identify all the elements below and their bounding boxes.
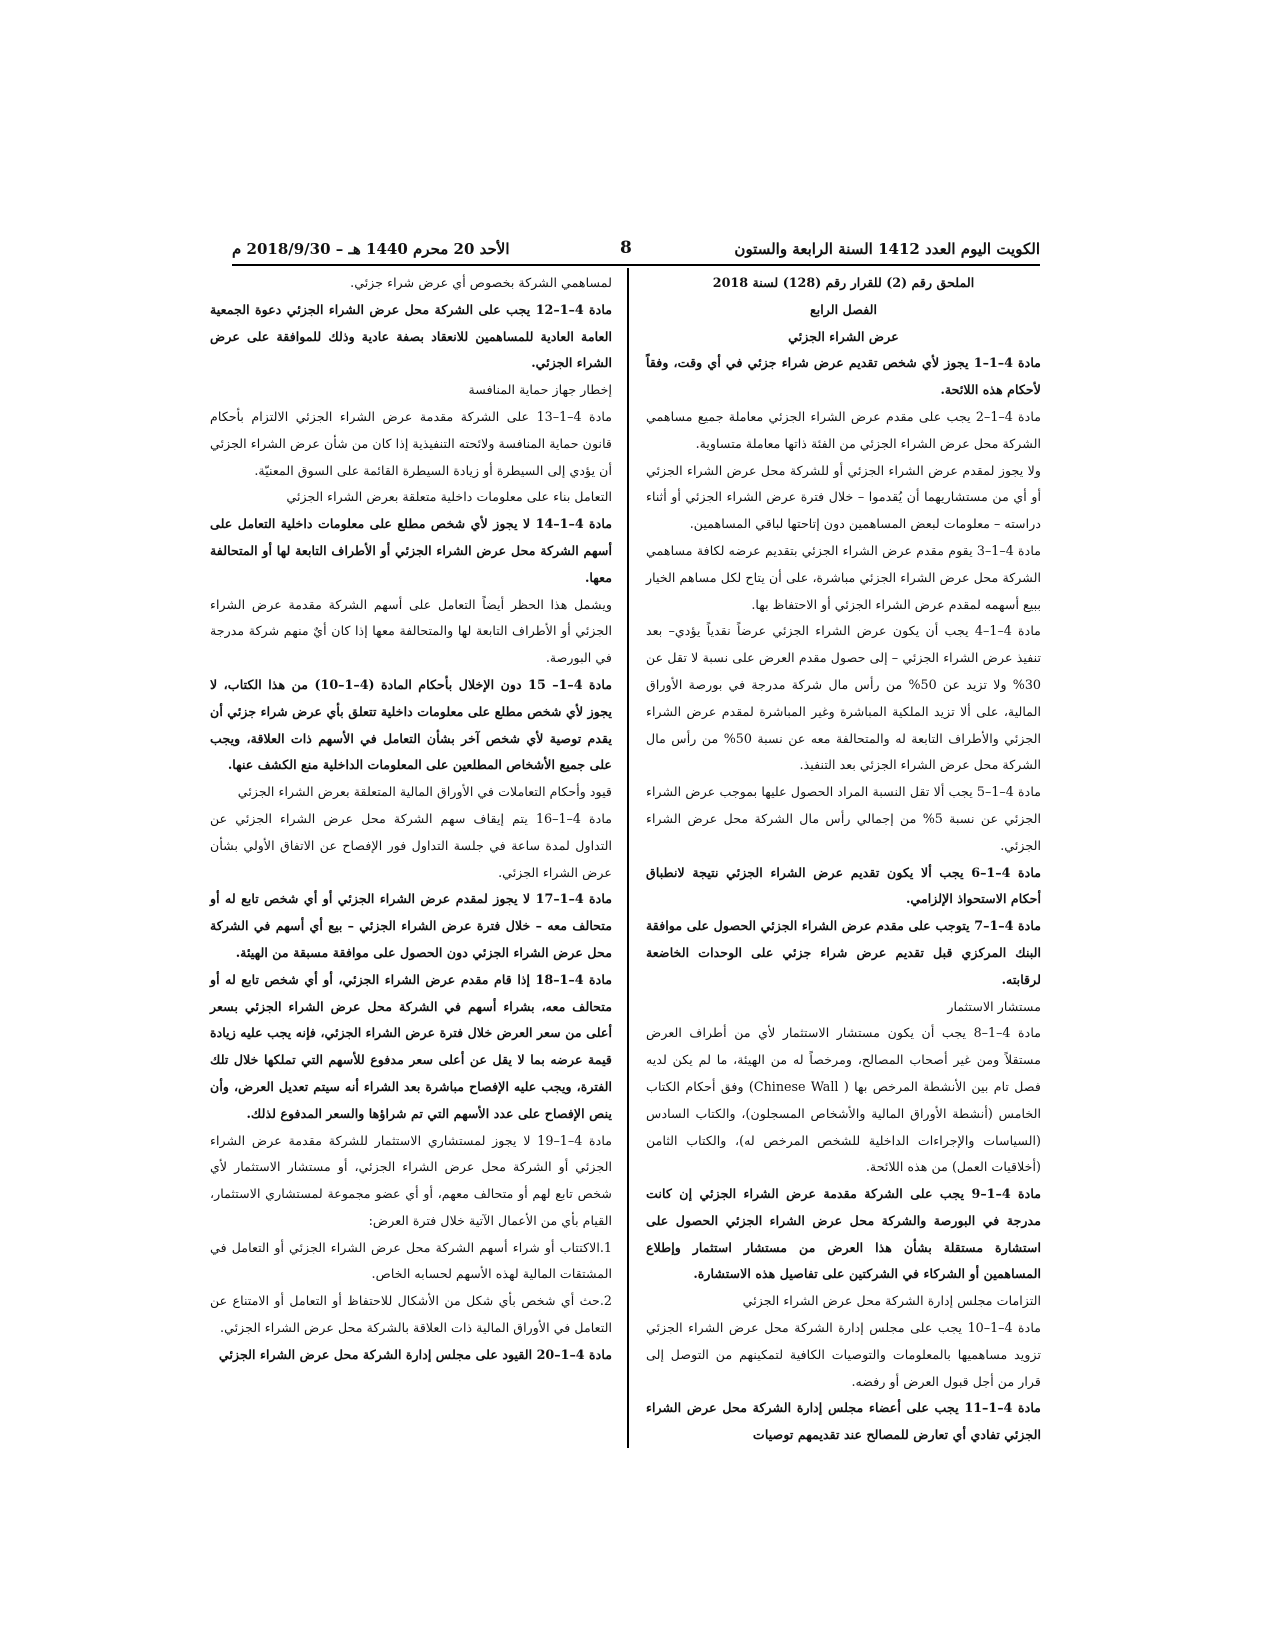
left-paragraph-12: مادة 4–1–19 لا يجوز لمستشاري الاستثمار للشركة مقدمة عرض الشراء الجزئي أو الشركة محل عرض الشراء الجزئي، أو مستشار الاستثمار لأي شخص تابع لهم أو متحالف معهم، أو أي عضو مجموعة لمستشاري الاستثمار، القيام بأي من الأعمال الآتية خلال فترة العرض:	[210, 1132, 612, 1228]
page-number: 8	[620, 238, 632, 258]
right-paragraph-6: مادة 4–1–3 يقوم مقدم عرض الشراء الجزئي بتقديم عرضه لكافة مساهمي الشركة محل عرض الشراء الجزئي مباشرة، على أن يتاح لكل مساهم الخيار ببيع أسهمه لمقدم عرض الشراء الجزئي أو الاحتفاظ بها.	[646, 542, 1041, 612]
page-header	[232, 236, 1040, 264]
left-paragraph-1: مادة 4–1–12 يجب على الشركة محل عرض الشراء الجزئي دعوة الجمعية العامة العادية للمساهمين للانعقاد بصفة عادية وذلك للموافقة على عرض الشراء الجزئي.	[210, 301, 612, 371]
right-paragraph-7: مادة 4–1–4 يجب أن يكون عرض الشراء الجزئي عرضاً نقدياً يؤدي– بعد تنفيذ عرض الشراء الجزئي – إلى حصول مقدم العرض على نسبة لا تقل عن 30% ولا تزيد عن 50% من رأس مال شركة مدرجة في بورصة الأوراق المالية، على ألا تزيد الملكية المباشرة وغير المباشرة لمقدم عرض الشراء الجزئي والأطراف التابعة له والمتحالفة معه عن نسبة 50% من رأس مال الشركة محل عرض الشراء الجزئي بعد التنفيذ.	[646, 623, 1041, 773]
left-paragraph-5: مادة 4–1–14 لا يجوز لأي شخص مطلع على معلومات داخلية التعامل على أسهم الشركة محل عرض الشراء الجزئي أو الأطراف التابعة لها أو المتحالفة معها.	[210, 516, 612, 585]
right-paragraph-1: الفصل الرابع	[809, 301, 878, 317]
right-paragraph-3: مادة 4–1–1 يجوز لأي شخص تقديم عرض شراء جزئي في أي وقت، وفقاً لأحكام هذه اللائحة.	[646, 355, 1041, 398]
right-paragraph-10: مادة 4–1–7 يتوجب على مقدم عرض الشراء الجزئي الحصول على موافقة البنك المركزي قبل تقديم عرض شراء جزئي على الوحدات الخاضعة لرقابته.	[646, 918, 1041, 987]
right-paragraph-11: مستشار الاستثمار	[947, 998, 1041, 1014]
right-paragraph-9: مادة 4–1–6 يجب ألا يكون تقديم عرض الشراء الجزئي نتيجة لانطباق أحكام الاستحواذ الإلزامي.	[646, 864, 1041, 907]
left-paragraph-10: مادة 4–1–17 لا يجوز لمقدم عرض الشراء الجزئي أو أي شخص تابع له أو متحالف معه – خلال فترة عرض الشراء الجزئي – بيع أي أسهم في الشركة محل عرض الشراء الجزئي دون الحصول على موافقة مسبقة من الهيئة.	[210, 891, 612, 960]
left-paragraph-14: 2.حث أي شخص بأي شكل من الأشكال للاحتفاظ أو التعامل أو الامتناع عن التعامل في الأوراق المالية ذات العلاقة بالشركة محل عرض الشراء الجزئي.	[210, 1293, 612, 1336]
header-issue-info: الكويت اليوم العدد 1412 السنة الرابعة والستون	[734, 240, 1040, 258]
left-paragraph-2: إخطار جهاز حماية المنافسة	[468, 382, 612, 398]
left-paragraph-6: ويشمل هذا الحظر أيضاً التعامل على أسهم الشركة مقدمة عرض الشراء الجزئي أو الأطراف التابعة لها والمتحالفة معها إذا كان أيٌ منهم شركة مدرجة في البورصة.	[210, 596, 612, 666]
column-divider	[627, 268, 629, 1448]
right-paragraph-4: مادة 4–1–2 يجب على مقدم عرض الشراء الجزئي معاملة جميع مساهمي الشركة محل عرض الشراء الجزئي من الفئة ذاتها معاملة متساوية.	[646, 408, 1041, 451]
left-paragraph-8: قيود وأحكام التعاملات في الأوراق المالية المتعلقة بعرض الشراء الجزئي	[237, 784, 612, 800]
right-paragraph-16: مادة 4–1–11 يجب على أعضاء مجلس إدارة الشركة محل عرض الشراء الجزئي تفادي أي تعارض للمصالح عند تقديمهم توصيات	[646, 1400, 1041, 1443]
right-paragraph-2: عرض الشراء الجزئي	[788, 328, 899, 344]
right-paragraph-5: ولا يجوز لمقدم عرض الشراء الجزئي أو للشركة محل عرض الشراء الجزئي أو أي من مستشاريهما أن يُقدموا – خلال فترة عرض الشراء الجزئي أو أثناء دراسته – معلومات لبعض المساهمين دون إتاحتها لباقي المساهمين.	[646, 462, 1041, 532]
right-paragraph-13: مادة 4–1–9 يجب على الشركة مقدمة عرض الشراء الجزئي إن كانت مدرجة في البورصة والشركة محل عرض الشراء الجزئي الحصول على استشارة مستقلة بشأن هذا العرض من مستشار استثمار وإطلاع المساهمين أو الشركاء في الشركتين على تفاصيل هذه الاستشارة.	[646, 1186, 1041, 1282]
right-paragraph-0: الملحق رقم (2) للقرار رقم (128) لسنة 2018	[712, 275, 975, 290]
left-column	[210, 270, 612, 1369]
right-paragraph-12: مادة 4–1–8 يجب أن يكون مستشار الاستثمار لأي من أطراف العرض مستقلاً ومن غير أصحاب المصالح، ومرخصاً له من الهيئة، ما لم يكن لديه فصل تام بين الأنشطة المرخص بها ( Chinese Wall) وفق أحكام الكتاب الخامس (أنشطة الأوراق المالية والأشخاص المسجلون)، والكتاب السادس (السياسات والإجراءات الداخلية للشخص المرخص له)، والكتاب الثامن (أخلاقيات العمل) من هذه اللائحة.	[646, 1025, 1041, 1175]
left-paragraph-15: مادة 4–1–20 القيود على مجلس إدارة الشركة محل عرض الشراء الجزئي	[218, 1346, 612, 1362]
header-divider	[232, 264, 1040, 266]
right-paragraph-14: التزامات مجلس إدارة الشركة محل عرض الشراء الجزئي	[742, 1293, 1041, 1309]
left-paragraph-3: مادة 4–1–13 على الشركة مقدمة عرض الشراء الجزئي الالتزام بأحكام قانون حماية المنافسة ولائحته التنفيذية إذا كان من شأن عرض الشراء الجزئي أن يؤدي إلى السيطرة أو زيادة السيطرة القائمة على السوق المعنيّة.	[210, 408, 613, 478]
left-paragraph-9: مادة 4–1–16 يتم إيقاف سهم الشركة محل عرض الشراء الجزئي عن التداول لمدة ساعة في جلسة التداول فور الإفصاح عن الاتفاق الأولي بشأن عرض الشراء الجزئي.	[210, 810, 612, 880]
left-paragraph-11: مادة 4–1–18 إذا قام مقدم عرض الشراء الجزئي، أو أي شخص تابع له أو متحالف معه، بشراء أسهم في الشركة محل عرض الشراء الجزئي بسعر أعلى من سعر العرض خلال فترة عرض الشراء الجزئي، فإنه يجب عليه زيادة قيمة عرضه بما لا يقل عن أعلى سعر مدفوع للأسهم التي تملكها خلال تلك الفترة، ويجب عليه الإفصاح مباشرة بعد الشراء أنه سيتم تعديل العرض، وأن ينص الإفصاح على عدد الأسهم التي تم شراؤها والسعر المدفوع لذلك.	[210, 971, 612, 1121]
right-paragraph-8: مادة 4–1–5 يجب ألا تقل النسبة المراد الحصول عليها بموجب عرض الشراء الجزئي عن نسبة 5% من إجمالي رأس مال الشركة محل عرض الشراء الجزئي.	[646, 784, 1041, 853]
header-date: الأحد 20 محرم 1440 هـ – 2018/9/30 م	[232, 240, 510, 258]
right-paragraph-15: مادة 4–1–10 يجب على مجلس إدارة الشركة محل عرض الشراء الجزئي تزويد مساهميها بالمعلومات والتوصيات الكافية لتمكينهم من التوصل إلى قرار من أجل قبول العرض أو رفضه.	[646, 1320, 1041, 1389]
left-paragraph-13: 1.الاكتتاب أو شراء أسهم الشركة محل عرض الشراء الجزئي أو التعامل في المشتقات المالية لهذه الأسهم لحسابه الخاص.	[210, 1239, 612, 1282]
left-paragraph-4: التعامل بناء على معلومات داخلية متعلقة بعرض الشراء الجزئي	[286, 489, 612, 505]
left-paragraph-7: مادة 4–1– 15 دون الإخلال بأحكام المادة (4–1–10) من هذا الكتاب، لا يجوز لأي شخص مطلع على معلومات داخلية تتعلق بأي عرض شراء جزئي أن يقدم توصية لأي شخص آخر بشأن التعامل في الأسهم ذات العلاقة، ويجب على جميع الأشخاص المطلعين على المعلومات الداخلية منع الكشف عنها.	[210, 676, 612, 773]
right-column	[646, 270, 1041, 1449]
left-paragraph-0: لمساهمي الشركة بخصوص أي عرض شراء جزئي.	[350, 275, 612, 290]
